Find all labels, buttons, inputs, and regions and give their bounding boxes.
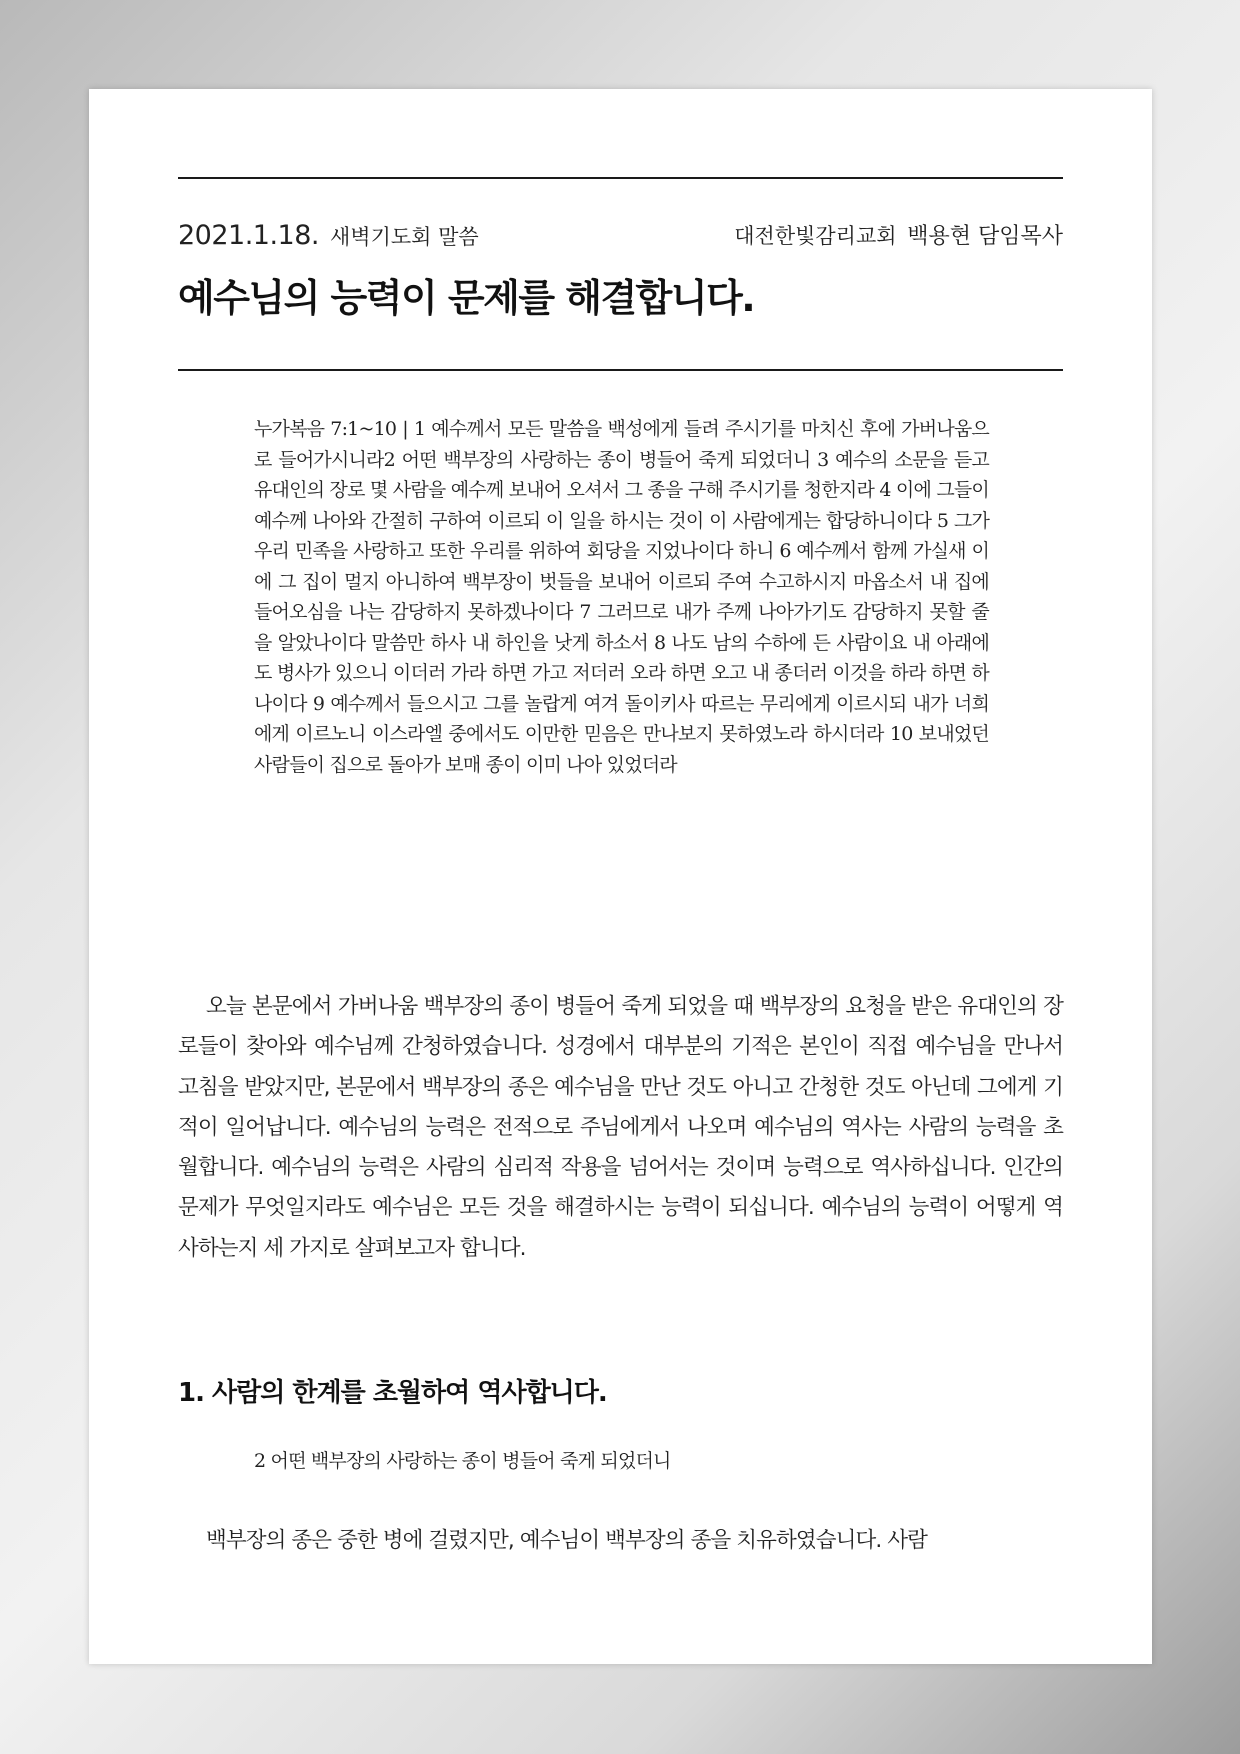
sermon-title: 예수님의 능력이 문제를 해결합니다. xyxy=(178,276,755,320)
title-divider xyxy=(178,369,1063,371)
church-line xyxy=(734,219,1063,254)
section-1-heading: 1. 사람의 한계를 초월하여 역사합니다. xyxy=(178,1378,607,1408)
top-divider xyxy=(178,177,1063,179)
sermon-date: 2021.1.18. xyxy=(178,220,319,251)
service-name: 새벽기도회 말씀 xyxy=(330,225,479,249)
church-name: 대전한빛감리교회 xyxy=(734,224,897,248)
sermon-date-line xyxy=(178,219,479,255)
pastor-name: 백용현 담임목사 xyxy=(907,224,1063,249)
section-1-body: 백부장의 종은 중한 병에 걸렸지만, 예수님이 백부장의 종을 치유하였습니다. 사람 xyxy=(206,1528,927,1553)
scripture-passage: 누가복음 7:1~10 | 1 예수께서 모든 말씀을 백성에게 들려 주시기를 마치신 후에 가버나움으로 들어가시니라2 어떤 백부장의 사랑하는 종이 병들어 죽게 되었더니 3 예수의 소문을 듣고 유대인의 장로 몇 사람을 예수께 보내어 오셔서 그 종을 구해 주시기를 청한지라 4 이에 그들이 예수께 나아와 간절히 구하여 이르되 이 일을 하시는 것이 이 사람에게는 합당하니이다 5 그가 우리 민족을 사랑하고 또한 우리를 위하여 회당을 지었나이다 하니 6 예수께서 함께 가실새 이에 그 집이 멀지 아니하여 백부장이 벗들을 보내어 이르되 주여 수고하시지 마옵소서 내 집에 들어오심을 나는 감당하지 못하겠나이다 7 그러므로 내가 주께 나아가기도 감당하지 못할 줄을 알았나이다 말씀만 하사 내 하인을 낫게 하소서 8 나도 남의 수하에 든 사람이요 내 아래에도 병사가 있으니 이더러 가라 하면 가고 저더러 오라 하면 오고 내 종더러 이것을 하라 하면 하나이다 9 예수께서 들으시고 그를 놀랍게 여겨 돌이키사 따르는 무리에게 이르시되 내가 너희에게 이르노니 이스라엘 중에서도 이만한 믿음은 만나보지 못하였노라 하시더라 10 보내었던 사람들이 집으로 돌아가 보매 종이 이미 나아 있었더라 xyxy=(254,418,989,776)
header-meta xyxy=(178,219,1063,253)
section-1-verse: 2 어떤 백부장의 사랑하는 종이 병들어 죽게 되었더니 xyxy=(254,1450,671,1472)
sermon-intro-paragraph: 오늘 본문에서 가버나움 백부장의 종이 병들어 죽게 되었을 때 백부장의 요청을 받은 유대인의 장로들이 찾아와 예수님께 간청하였습니다. 성경에서 대부분의 기적은 본인이 직접 예수님을 만나서 고침을 받았지만, 본문에서 백부장의 종은 예수님을 만난 것도 아니고 간청한 것도 아닌데 그에게 기적이 일어납니다. 예수님의 능력은 전적으로 주님에게서 나오며 예수님의 역사는 사람의 능력을 초월합니다. 예수님의 능력은 사람의 심리적 작용을 넘어서는 것이며 능력으로 역사하십니다. 인간의 문제가 무엇일지라도 예수님은 모든 것을 해결하시는 능력이 되십니다. 예수님의 능력이 어떻게 역사하는지 세 가지로 살펴보고자 합니다. xyxy=(178,994,1063,1261)
document-page xyxy=(89,89,1152,1664)
